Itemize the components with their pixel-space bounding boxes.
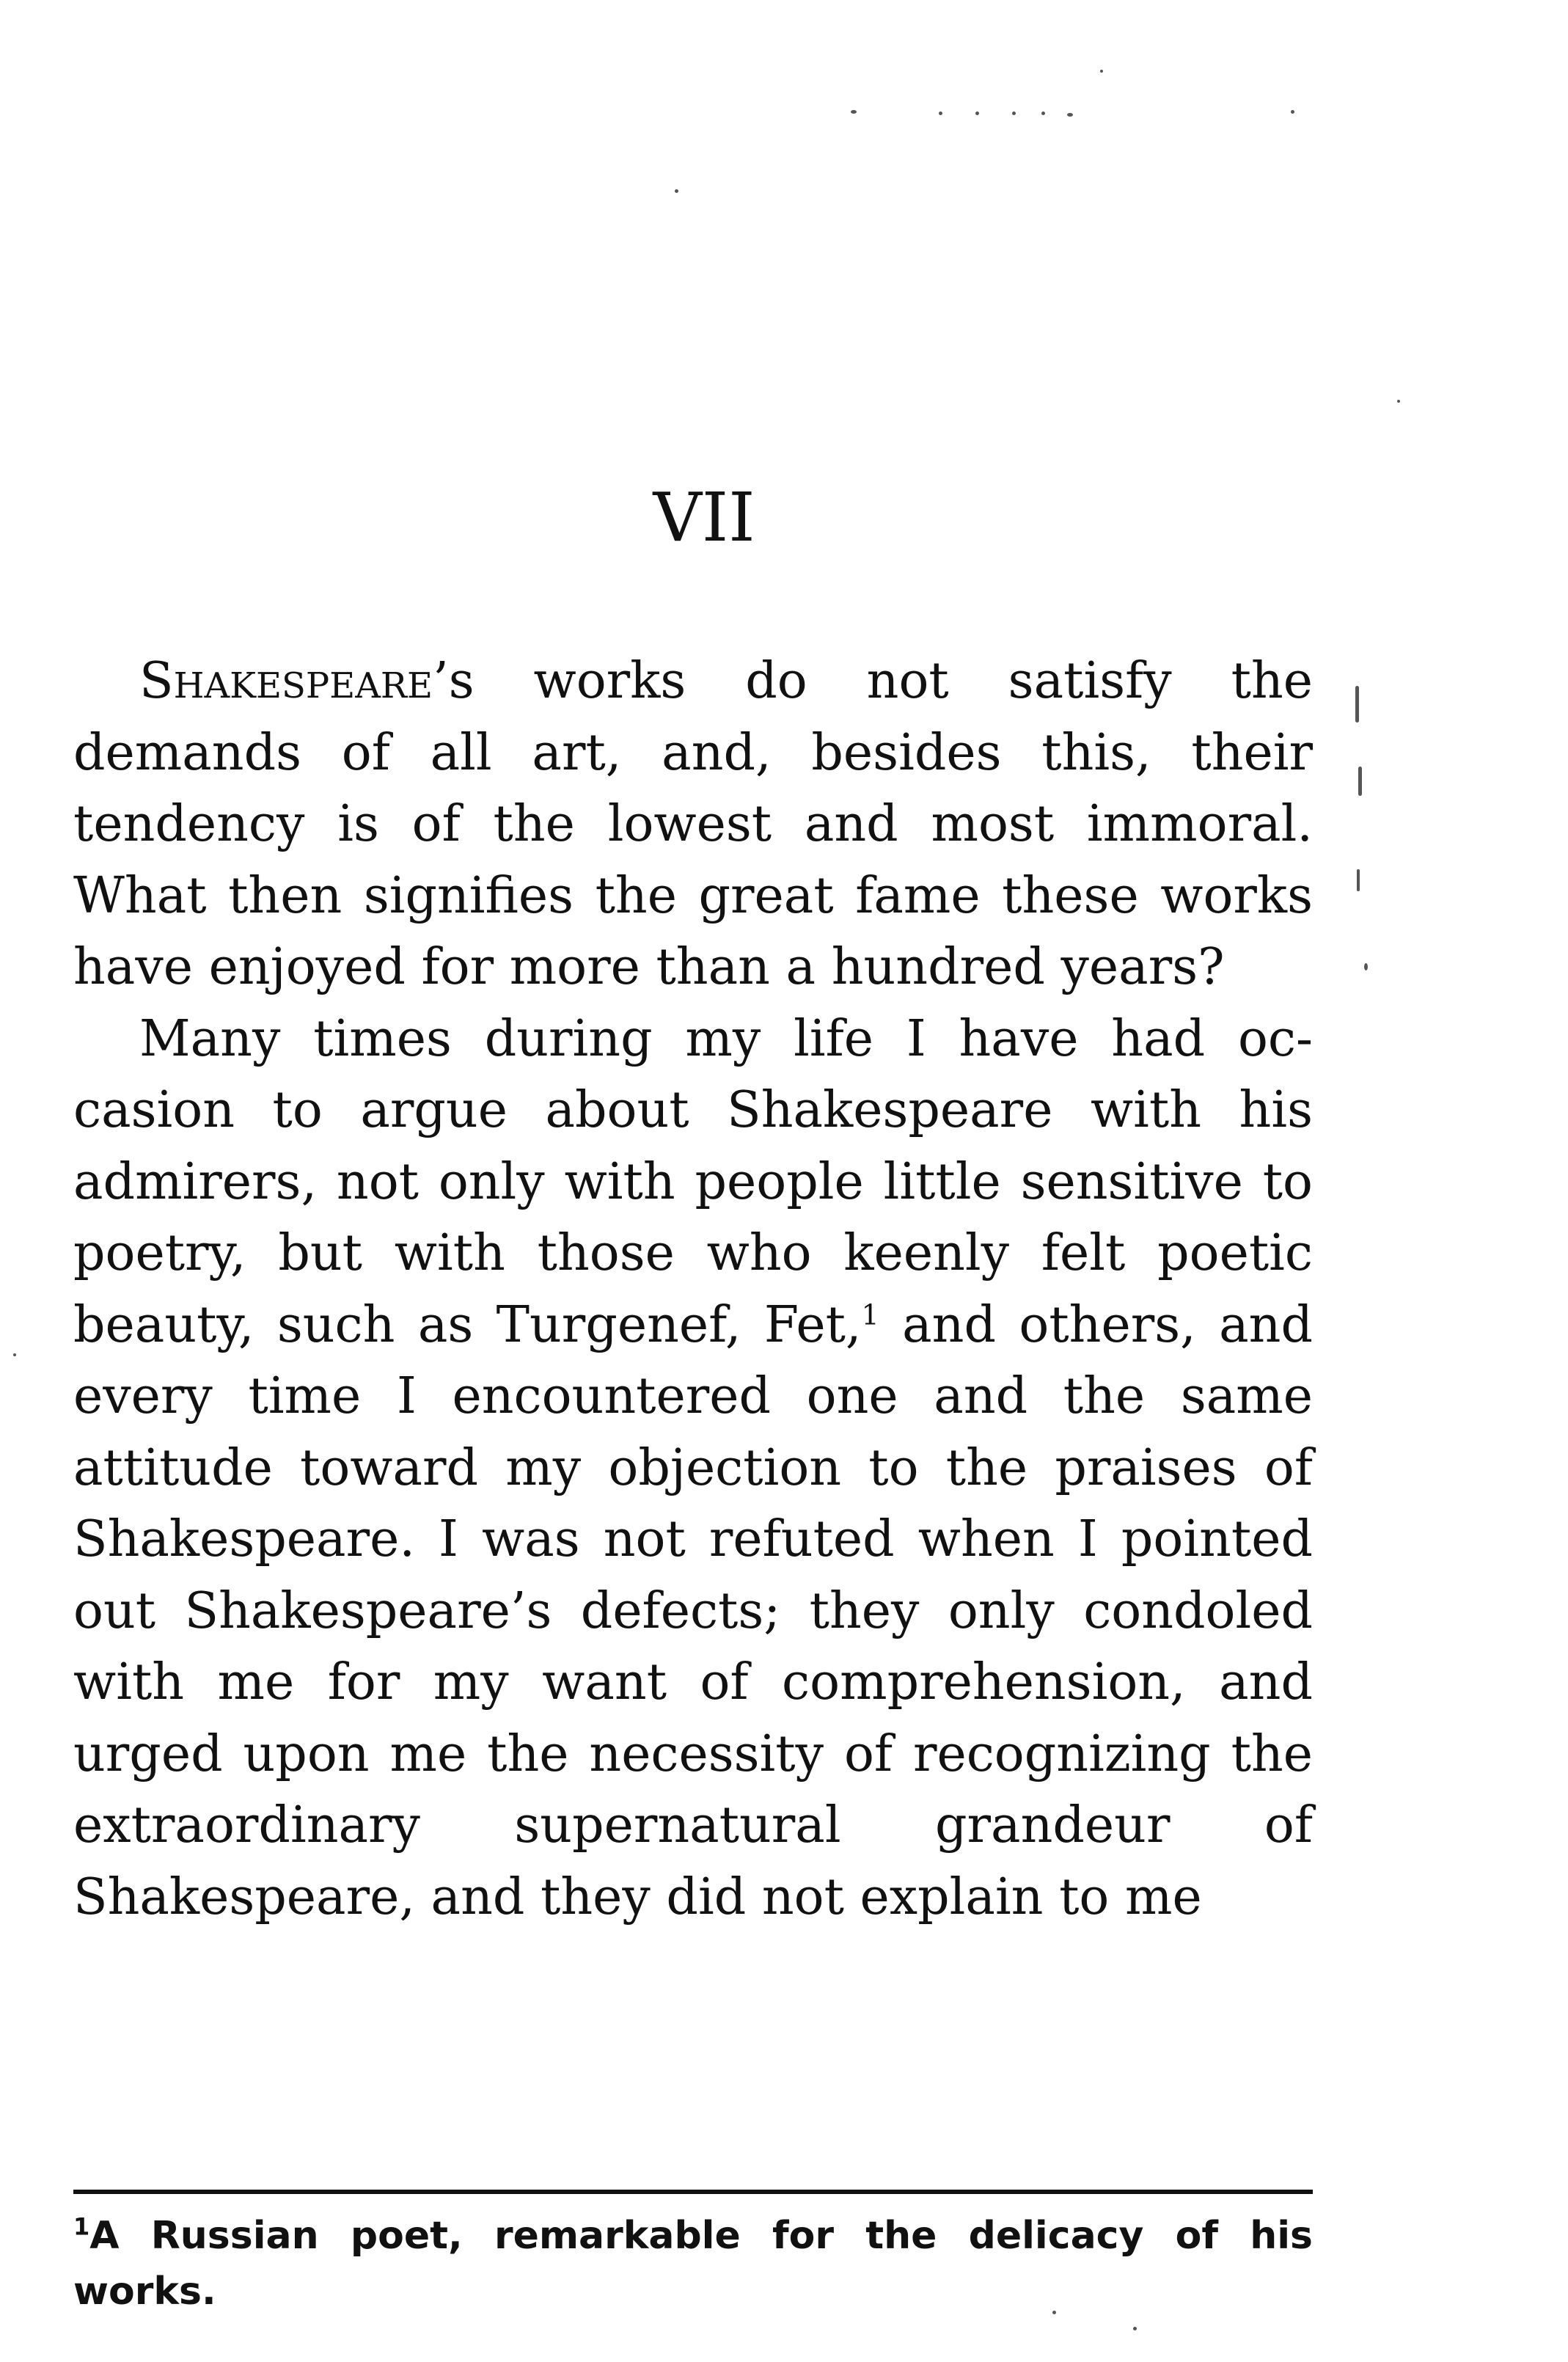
speck bbox=[1358, 767, 1362, 796]
speck bbox=[939, 111, 942, 115]
speck bbox=[675, 189, 678, 193]
speck bbox=[1067, 113, 1073, 117]
speck bbox=[13, 1353, 16, 1356]
speck bbox=[975, 111, 979, 115]
speck bbox=[1012, 111, 1016, 115]
paragraph-1-text: ’s works do not satisfy the demands of all art, and, besides this, their tendency is of the lowest and most immoral. What then signifies the great fame these works have enjoyed for more than a hundred years? bbox=[73, 652, 1313, 996]
speck bbox=[1041, 111, 1045, 115]
paragraph-2 bbox=[73, 1003, 1313, 1934]
footnote-divider bbox=[73, 2190, 1313, 2194]
speck bbox=[1355, 686, 1359, 723]
speck bbox=[1291, 110, 1294, 114]
speck bbox=[1397, 400, 1400, 403]
speck bbox=[1364, 963, 1368, 970]
speck bbox=[1052, 2311, 1056, 2314]
chapter-heading: VII bbox=[653, 478, 755, 557]
paragraph-1-lead-smallcaps: Shakespeare bbox=[139, 652, 433, 710]
speck bbox=[1357, 869, 1360, 891]
speck bbox=[851, 110, 857, 114]
paragraph-1 bbox=[73, 646, 1313, 1003]
speck bbox=[1100, 70, 1103, 73]
paragraph-2-text-after-note: and others, and every time I encountered one and the same attitude toward my objection to the praises of Shakespeare. I was not refuted when I pointed out Shakespeare’s defects; they only condoled with me for my want of comprehension, and urged upon me the necessity of recognizing the extraordinary supernatural grandeur of Shakespeare, and they did not explain to me bbox=[73, 1295, 1314, 1926]
body-text-column bbox=[73, 646, 1313, 1933]
footnote bbox=[73, 2208, 1313, 2319]
footnote-marker: 1 bbox=[73, 2212, 90, 2241]
footnote-reference[interactable]: 1 bbox=[861, 1298, 879, 1331]
paragraph-2-text-before-note: Many times during my life I have had occasion to argue about Shakespeare with his admirers, not only with people little sensitive to poetry, but with those who keenly felt poetic beauty, such as Turgenef, Fet, bbox=[73, 1009, 1313, 1354]
footnote-text: A Russian poet, remarkable for the delicacy of his works. bbox=[73, 2214, 1313, 2314]
speck bbox=[1133, 2327, 1137, 2330]
